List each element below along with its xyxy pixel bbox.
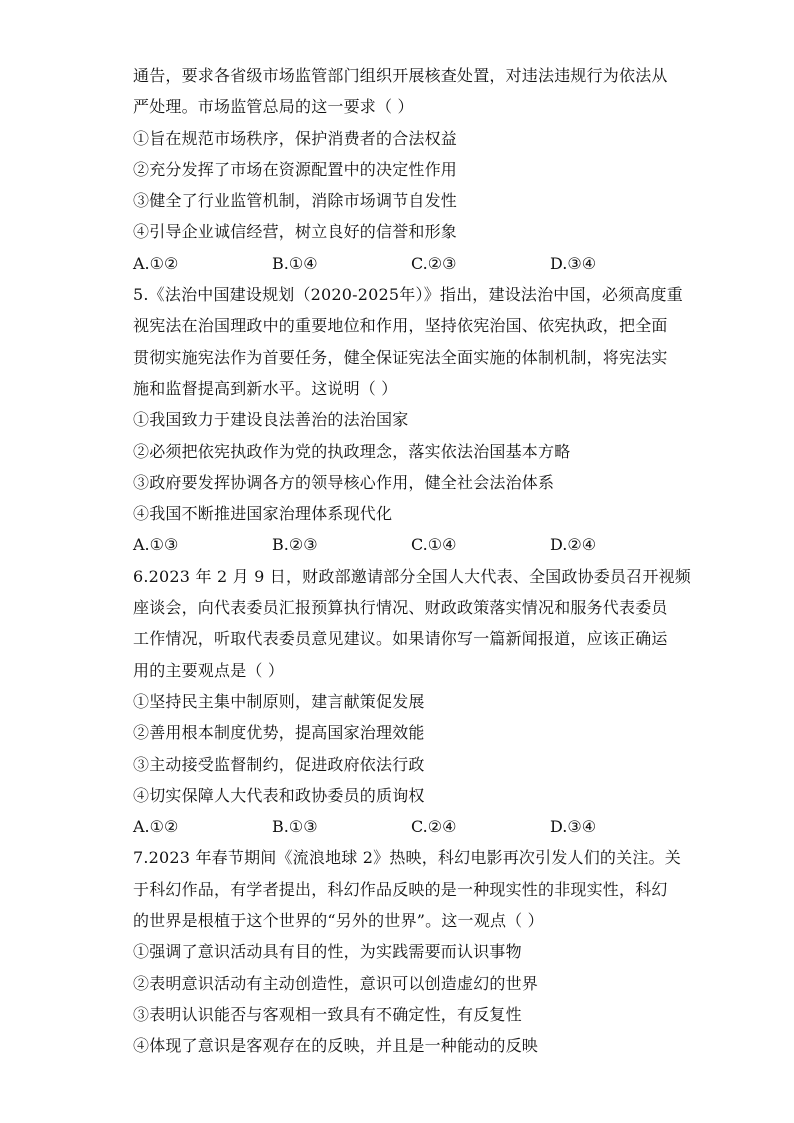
q7-statement-3: ③表明认识能否与客观相一致具有不确定性，有反复性 — [133, 1004, 522, 1024]
q4-option-b: B.①④ — [272, 253, 318, 273]
q7-statement-2: ②表明意识活动有主动创造性，意识可以创造虚幻的世界 — [133, 973, 539, 993]
q6-statement-1: ①坚持民主集中制原则，建言献策促发展 — [133, 691, 425, 711]
q5-option-a: A.①③ — [133, 535, 179, 555]
q5-statement-2: ②必须把依宪执政作为党的执政理念，落实依法治国基本方略 — [133, 441, 571, 461]
q4-statement-1: ①旨在规范市场秩序，保护消费者的合法权益 — [133, 128, 458, 148]
q5-option-c: C.①④ — [411, 535, 457, 555]
q5-statement-3: ③政府要发挥协调各方的领导核心作用，健全社会法治体系 — [133, 472, 555, 492]
question-4 — [133, 60, 668, 279]
q5-stem-line: 施和监督提高到新水平。这说明（ ） — [133, 378, 398, 398]
q6-options — [133, 811, 663, 842]
q5-stem-line: 视宪法在治国理政中的重要地位和作用，坚持依宪治国、依宪执政，把全面 — [133, 316, 668, 336]
q4-options — [133, 248, 663, 279]
q7-statement-4: ④体现了意识是客观存在的反映，并且是一种能动的反映 — [133, 1036, 539, 1056]
q4-option-a: A.①② — [133, 253, 179, 273]
q6-statement-3: ③主动接受监督制约，促进政府依法行政 — [133, 754, 425, 774]
q6-stem-line: 6.2023 年 2 月 9 日，财政部邀请部分全国人大代表、全国政协委员召开视频 — [133, 566, 691, 586]
question-6 — [133, 561, 691, 843]
q4-option-d: D.③④ — [550, 253, 597, 273]
q6-stem-line: 用的主要观点是（ ） — [133, 660, 285, 680]
q6-stem-line: 座谈会，向代表委员汇报预算执行情况、财政政策落实情况和服务代表委员 — [133, 598, 668, 618]
q5-statement-1: ①我国致力于建设良法善治的法治国家 — [133, 410, 409, 430]
q6-option-c: C.②④ — [411, 817, 457, 837]
q4-statement-2: ②充分发挥了市场在资源配置中的决定性作用 — [133, 159, 458, 179]
q6-stem-line: 工作情况，听取代表委员意见建议。如果请你写一篇新闻报道，应该正确运 — [133, 629, 668, 649]
q4-option-c: C.②③ — [411, 253, 457, 273]
q4-statement-3: ③健全了行业监管机制，消除市场调节自发性 — [133, 191, 458, 211]
q4-stem-line: 通告，要求各省级市场监管部门组织开展核查处置，对违法违规行为依法从 — [133, 66, 668, 85]
q5-stem-line: 贯彻实施宪法作为首要任务，健全保证宪法全面实施的体制机制，将宪法实 — [133, 347, 668, 367]
q5-options — [133, 529, 663, 560]
q4-stem-line: 严处理。市场监管总局的这一要求（ ） — [133, 97, 414, 117]
exam-page — [133, 60, 691, 1062]
q7-statement-1: ①强调了意识活动具有目的性，为实践需要而认识事物 — [133, 942, 522, 962]
question-7 — [133, 842, 681, 1061]
question-5 — [133, 279, 683, 561]
q6-option-a: A.①② — [133, 817, 179, 837]
q5-statement-4: ④我国不断推进国家治理体系现代化 — [133, 504, 393, 524]
q5-option-d: D.②④ — [550, 535, 597, 555]
q6-option-d: D.③④ — [550, 817, 597, 837]
q5-option-b: B.②③ — [272, 535, 318, 555]
q6-statement-2: ②善用根本制度优势，提高国家治理效能 — [133, 723, 425, 743]
q6-statement-4: ④切实保障人大代表和政协委员的质询权 — [133, 785, 425, 805]
q7-stem-line: 于科幻作品，有学者提出，科幻作品反映的是一种现实性的非现实性，科幻 — [133, 879, 668, 899]
q7-stem-line: 的世界是根植于这个世界的“另外的世界”。这一观点（ ） — [133, 911, 544, 931]
q4-statement-4: ④引导企业诚信经营，树立良好的信誉和形象 — [133, 222, 458, 242]
q7-stem-line: 7.2023 年春节期间《流浪地球 2》热映，科幻电影再次引发人们的关注。关 — [133, 848, 681, 868]
q5-stem-line: 5.《法治中国建设规划（2020-2025年）》指出，建设法治中国，必须高度重 — [133, 285, 683, 305]
q6-option-b: B.①③ — [272, 817, 318, 837]
